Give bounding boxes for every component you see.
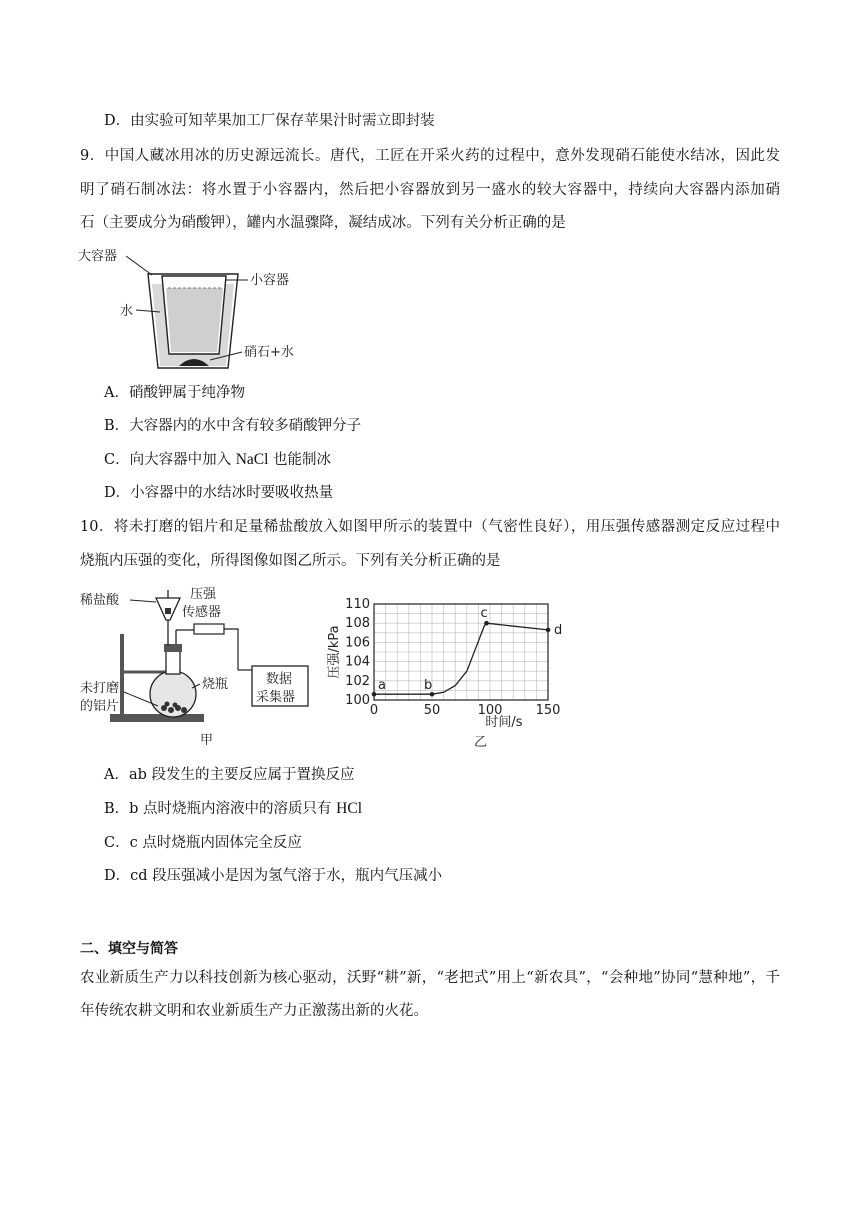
q10-option-d: D．cd 段压强减小是因为氢气溶于水，瓶内气压减小	[104, 868, 443, 884]
q10-option-c: C．c 点时烧瓶内固体完全反应	[104, 835, 302, 851]
caption-yi: 乙	[474, 735, 488, 750]
label-sensor-1: 压强	[190, 587, 217, 602]
y-tick-label: 100	[345, 693, 370, 708]
q10-apparatus-figure	[76, 584, 316, 750]
q9-stem-line-1: 9．中国人藏冰用冰的历史源远流长。唐代，工匠在开采火药的过程中，意外发现硝石能使水结冰，因此发	[80, 148, 780, 164]
series-line	[374, 623, 548, 694]
label-flask: 烧瓶	[202, 677, 229, 692]
x-tick-labels	[370, 703, 561, 718]
section-heading: 二、填空与简答	[80, 941, 178, 957]
x-tick-label: 50	[423, 703, 441, 718]
formula-nacl: NaCl	[235, 451, 269, 468]
point-d	[546, 628, 551, 633]
point-label-a: a	[378, 678, 386, 694]
y-tick-label: 110	[345, 597, 370, 612]
y-tick-label: 106	[345, 635, 370, 651]
y-tick-labels	[345, 597, 370, 708]
label-saltpeter: 硝石+水	[244, 345, 294, 360]
point-c	[484, 621, 489, 626]
q10-option-b: B．b 点时烧瓶内溶液中的溶质只有 HCl	[104, 800, 362, 817]
label-acid: 稀盐酸	[80, 593, 120, 608]
x-tick-label: 100	[477, 703, 503, 718]
x-tick-label: 0	[369, 703, 379, 718]
label-water: 水	[120, 304, 134, 319]
q9-stem-line-2: 明了硝石制冰法：将水置于小容器内，然后把小容器放到另一盛水的较大容器中，持续向大容器内添加硝	[80, 182, 780, 198]
y-tick-label: 102	[345, 673, 370, 689]
section-para-line-1: 农业新质生产力以科技创新为核心驱动，沃野“耕”新，“老把式”用上“新农具”，“会种地”协同“慧种地”，千	[80, 970, 780, 986]
q9-option-c: C．向大容器中加入 NaCl 也能制冰	[104, 451, 332, 468]
prev-option-d: D．由实验可知苹果加工厂保存苹果汁时需立即封装	[104, 113, 435, 129]
label-al-2: 的铝片	[80, 699, 120, 714]
q9-option-d: D．小容器中的水结冰时要吸收热量	[104, 485, 334, 501]
label-sensor-2: 传感器	[182, 605, 222, 620]
pressure-chart	[326, 592, 572, 752]
point-label-c: c	[480, 606, 488, 622]
label-collector-2: 采集器	[256, 690, 296, 705]
q9-stem-line-3: 石（主要成分为硝酸钾），罐内水温骤降，凝结成冰。下列有关分析正确的是	[80, 215, 566, 231]
point-a	[372, 692, 377, 697]
point-label-b: b	[424, 678, 433, 694]
caption-jia: 甲	[200, 733, 214, 748]
x-tick-label: 150	[535, 703, 561, 718]
y-axis-label: 压强/kPa	[327, 625, 342, 679]
q10-stem-line-2: 烧瓶内压强的变化，所得图像如图乙所示。下列有关分析正确的是	[80, 553, 501, 569]
q9-option-b: B．大容器内的水中含有较多硝酸钾分子	[104, 418, 362, 434]
q9-container-figure	[76, 242, 316, 376]
point-label-d: d	[554, 622, 563, 638]
q10-option-a: A．ab 段发生的主要反应属于置换反应	[104, 767, 355, 783]
label-big-container: 大容器	[78, 249, 118, 264]
chart-grid	[374, 604, 548, 700]
y-tick-label: 108	[345, 616, 370, 632]
label-al-1: 未打磨	[80, 681, 120, 696]
label-collector-1: 数据	[266, 672, 293, 687]
q10-stem-line-1: 10．将未打磨的铝片和足量稀盐酸放入如图甲所示的装置中（气密性良好），用压强传感器测定反应过程中	[80, 519, 780, 535]
x-axis-label: 时间/s	[485, 715, 523, 730]
y-tick-label: 104	[345, 654, 370, 670]
formula-hcl: HCl	[336, 800, 362, 817]
section-para-line-2: 年传统农耕文明和农业新质生产力正激荡出新的火花。	[80, 1003, 428, 1019]
q9-option-a: A．硝酸钾属于纯净物	[104, 385, 245, 401]
label-small-container: 小容器	[250, 273, 290, 288]
